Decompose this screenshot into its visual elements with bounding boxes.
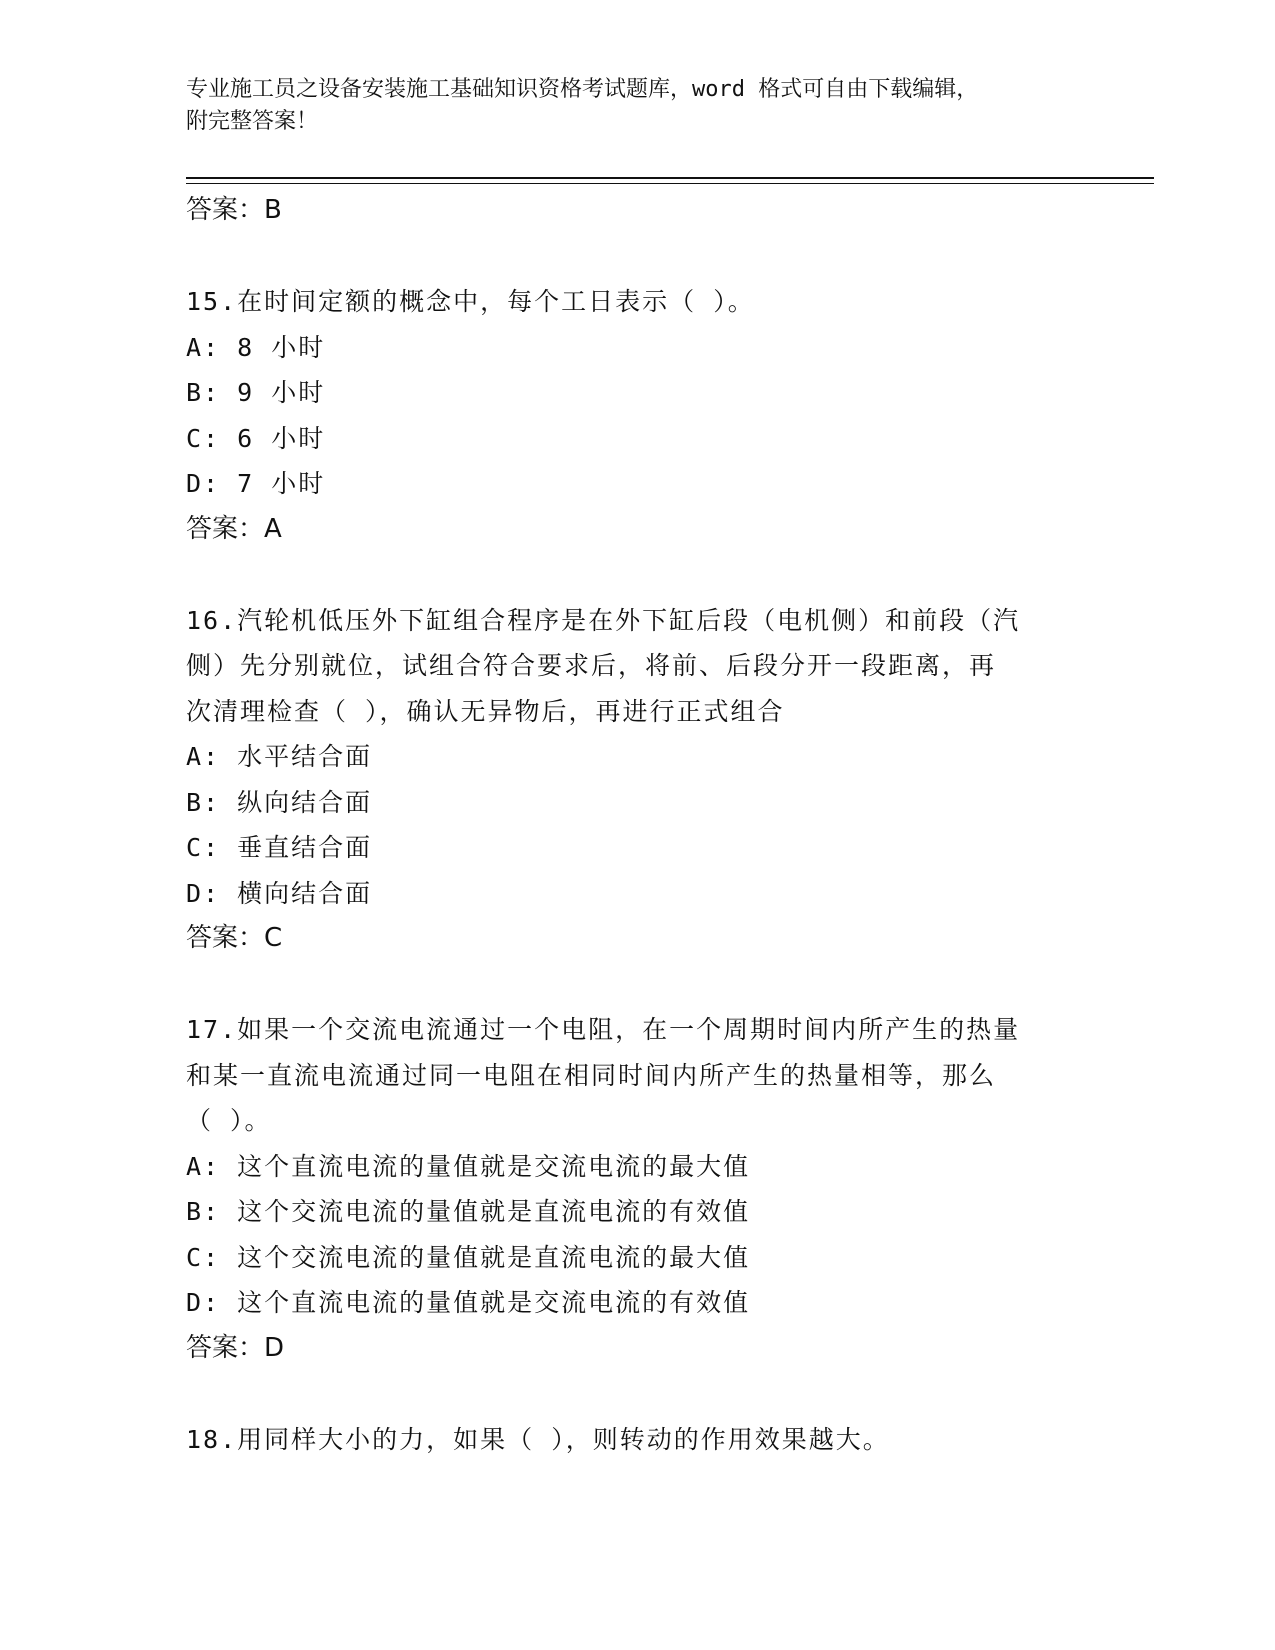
option-a: A: 这个直流电流的量值就是交流电流的最大值 <box>186 1151 751 1181</box>
option-b: B: 纵向结合面 <box>186 787 373 817</box>
spacer <box>186 961 1086 1007</box>
answer: 答案：A <box>186 513 282 544</box>
answer: 答案：C <box>186 923 283 953</box>
spacer <box>186 233 1086 279</box>
option-d: D: 横向结合面 <box>186 878 373 908</box>
question-text-line: 侧）先分别就位，试组合符合要求后，将前、后段分开一段距离，再 <box>186 651 997 680</box>
question-text-line: 15.在时间定额的概念中，每个工日表示（ ）。 <box>186 287 755 316</box>
document-body <box>186 188 1086 1462</box>
option-b: B: 9 小时 <box>186 378 326 407</box>
spacer <box>186 552 1086 598</box>
option-c: C: 垂直结合面 <box>186 833 373 862</box>
spacer <box>186 1371 1086 1417</box>
question-15 <box>186 279 1086 552</box>
question-17 <box>186 1007 1086 1371</box>
header-line-2: 附完整答案！ <box>186 109 319 134</box>
previous-answer: 答案：B <box>186 195 282 225</box>
question-text-line: （ ）。 <box>186 1106 272 1135</box>
question-16 <box>186 598 1086 962</box>
question-text-line: 18.用同样大小的力，如果（ ），则转动的作用效果越大。 <box>186 1424 890 1454</box>
question-text-line: 17.如果一个交流电流通过一个电阻，在一个周期时间内所产生的热量 <box>186 1015 1021 1044</box>
answer: 答案：D <box>186 1332 285 1363</box>
question-18 <box>186 1417 1086 1463</box>
option-d: D: 7 小时 <box>186 469 326 498</box>
option-a: A: 8 小时 <box>186 332 326 362</box>
header-line-1: 专业施工员之设备安装施工基础知识资格考试题库，word 格式可自由下载编辑， <box>186 77 979 102</box>
document-header <box>186 74 1086 138</box>
header-divider-thick <box>186 177 1154 179</box>
header-divider-thin <box>186 183 1154 184</box>
option-b: B: 这个交流电流的量值就是直流电流的有效值 <box>186 1197 751 1226</box>
question-text-line: 16.汽轮机低压外下缸组合程序是在外下缸后段（电机侧）和前段（汽 <box>186 605 1021 635</box>
option-d: D: 这个直流电流的量值就是交流电流的有效值 <box>186 1288 751 1317</box>
option-a: A: 水平结合面 <box>186 742 373 771</box>
option-c: C: 这个交流电流的量值就是直流电流的最大值 <box>186 1242 751 1272</box>
question-text-line: 次清理检查（ ），确认无异物后，再进行正式组合 <box>186 696 785 726</box>
option-c: C: 6 小时 <box>186 423 326 453</box>
question-text-line: 和某一直流电流通过同一电阻在相同时间内所产生的热量相等，那么 <box>186 1060 997 1090</box>
